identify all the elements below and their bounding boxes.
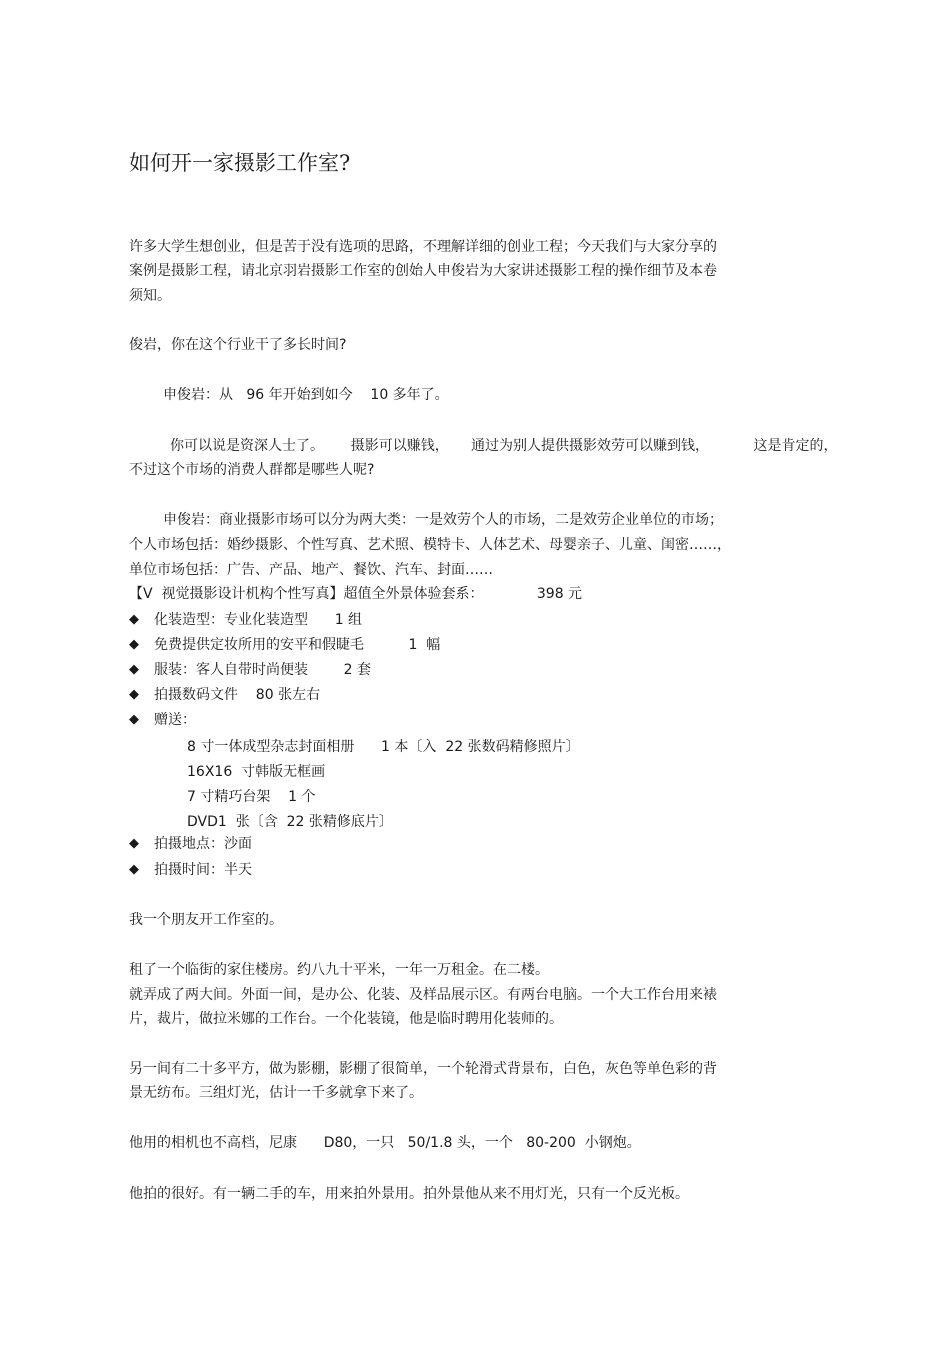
diamond-bullet-icon: ◆ bbox=[129, 687, 139, 702]
diamond-bullet-icon: ◆ bbox=[129, 637, 139, 652]
diamond-bullet-icon: ◆ bbox=[129, 612, 139, 627]
answer-2-line-1: 申俊岩：商业摄影市场可以分为两大类：一是效劳个人的市场，二是效劳企业单位的市场； bbox=[163, 512, 723, 528]
package-item: 服装：客人自带时尚便装 2 套 bbox=[154, 662, 371, 678]
package-item: 拍摄时间：半天 bbox=[154, 862, 252, 878]
intro-line-1: 许多大学生想创业，但是苦于没有选项的思路，不理解详细的创业工程；今天我们与大家分享的 bbox=[129, 239, 717, 255]
intro-line-3: 须知。 bbox=[129, 288, 171, 304]
story-line: 租了一个临街的家住楼房。约八九十平米，一年一万租金。在二楼。 bbox=[129, 962, 549, 978]
intro-line-2: 案例是摄影工程，请北京羽岩摄影工作室的创始人申俊岩为大家讲述摄影工程的操作细节及本卷 bbox=[129, 263, 717, 279]
story-line: 景无纺布。三组灯光，估计一千多就拿下来了。 bbox=[129, 1085, 423, 1101]
package-item: 化装造型：专业化装造型 1 组 bbox=[154, 612, 363, 628]
package-item: 免费提供定妆所用的安平和假睫毛 1 幅 bbox=[154, 637, 441, 653]
story-line: 另一间有二十多平方，做为影棚，影棚了很简单，一个轮滑式背景布，白色，灰色等单色彩的背 bbox=[129, 1061, 717, 1077]
question-2-line-1: 你可以说是资深人士了。 摄影可以赚钱， 通过为别人提供摄影效劳可以赚到钱， 这是肯定的， bbox=[170, 438, 838, 454]
gift-item: 8 寸一体成型杂志封面相册 1 本〔入 22 张数码精修照片〕 bbox=[187, 739, 580, 755]
diamond-bullet-icon: ◆ bbox=[129, 862, 139, 877]
gift-item: 7 寸精巧台架 1 个 bbox=[187, 789, 316, 805]
gift-item: 16X16 寸韩版无框画 bbox=[187, 764, 326, 780]
diamond-bullet-icon: ◆ bbox=[129, 712, 139, 727]
page-title: 如何开一家摄影工作室? bbox=[129, 151, 351, 175]
answer-2-line-2: 个人市场包括：婚纱摄影、个性写真、艺术照、模特卡、人体艺术、母婴亲子、儿童、闺密……， bbox=[129, 537, 731, 553]
story-line: 他用的相机也不高档，尼康 D80，一只 50/1.8 头，一个 80-200 小钢炮。 bbox=[129, 1135, 641, 1151]
package-item: 拍摄数码文件 80 张左右 bbox=[154, 687, 321, 703]
story-line: 我一个朋友开工作室的。 bbox=[129, 912, 283, 928]
diamond-bullet-icon: ◆ bbox=[129, 836, 139, 851]
diamond-bullet-icon: ◆ bbox=[129, 662, 139, 677]
question-1: 俊岩，你在这个行业干了多长时间? bbox=[129, 337, 347, 353]
package-heading: 【V 视觉摄影设计机构个性写真】超值全外景体验套系： 398 元 bbox=[129, 586, 583, 602]
package-item: 赠送： bbox=[154, 712, 196, 728]
story-line: 片，裁片，做拉米娜的工作台。一个化装镜，他是临时聘用化装师的。 bbox=[129, 1011, 563, 1027]
answer-2-line-3: 单位市场包括：广告、产品、地产、餐饮、汽车、封面…… bbox=[129, 562, 493, 578]
story-line: 就弄成了两大间。外面一间，是办公、化装、及样品展示区。有两台电脑。一个大工作台用来裱 bbox=[129, 987, 717, 1003]
package-item: 拍摄地点：沙面 bbox=[154, 836, 252, 852]
story-line: 他拍的很好。有一辆二手的车，用来拍外景用。拍外景他从来不用灯光，只有一个反光板。 bbox=[129, 1186, 689, 1202]
answer-1: 申俊岩：从 96 年开始到如今 10 多年了。 bbox=[163, 387, 449, 403]
question-2-line-2: 不过这个市场的消费人群都是哪些人呢? bbox=[129, 462, 375, 478]
gift-item: DVD1 张〔含 22 张精修底片〕 bbox=[187, 814, 393, 830]
